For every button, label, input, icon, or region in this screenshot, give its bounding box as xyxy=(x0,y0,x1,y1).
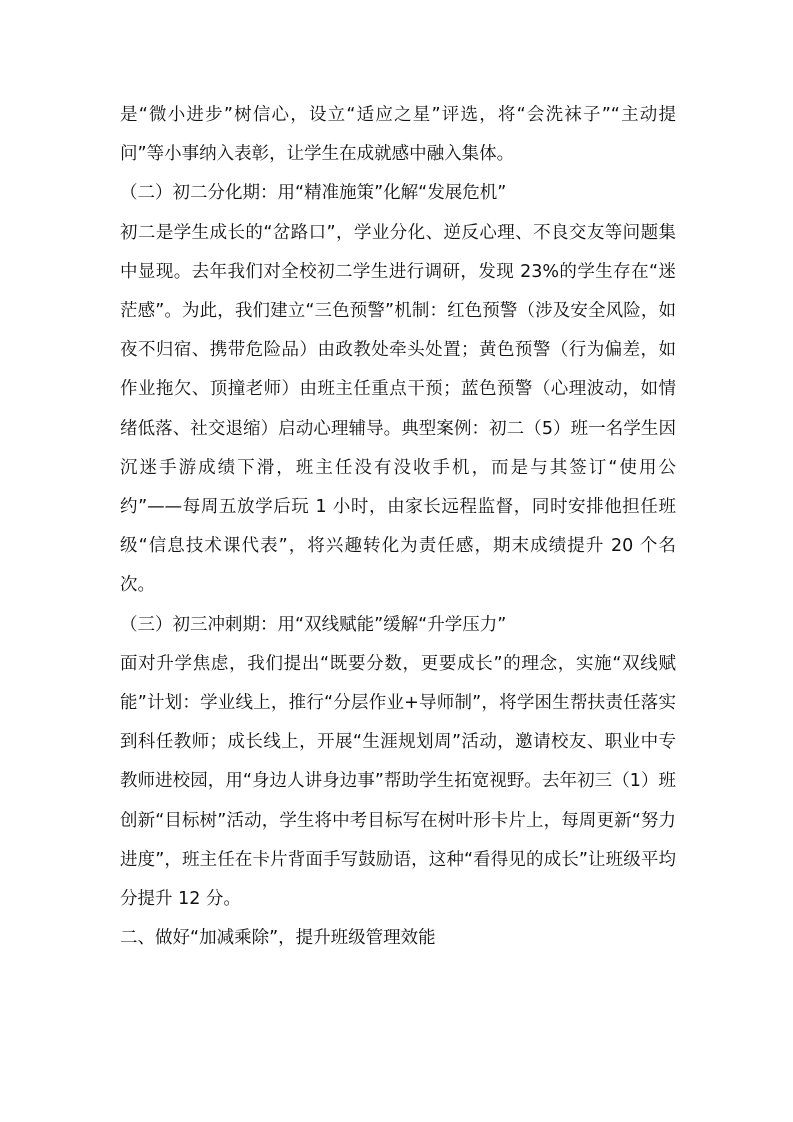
heading-chuer-fenhuaqi: （二）初二分化期：用“精准施策”化解“发展危机” xyxy=(120,183,507,204)
document-body xyxy=(120,96,676,958)
paragraph-shuangxian-funeng: 面对升学焦虑，我们提出“既要分数，更要成长”的理念，实施“双线赋能”计划：学业线上，推行“分层作业+导师制”，将学困生帮扶责任落实到科任教师；成长线上，开展“生涯规划周”活动，邀请校友、职业中专教师进校园，用“身边人讲身边事”帮助学生拓宽视野。去年初三（1）班创新“目标树”活动，学生将中考目标写在树叶形卡片上，每周更新“努力进度”，班主任在卡片背面手写鼓励语，这种“看得见的成长”让班级平均分提升 12 分。 xyxy=(120,653,676,910)
paragraph-chuer-chalukou: 初二是学生成长的“岔路口”，学业分化、逆反心理、不良交友等问题集中显现。去年我们对全校初二学生进行调研，发现 23%的学生存在“迷茫感”。为此，我们建立“三色预警”机制：红色预警（涉及安全风险，如夜不归宿、携带危险品）由政教处牵头处置；黄色预警（行为偏差，如作业拖欠、顶撞老师）由班主任重点干预；蓝色预警（心理波动，如情绪低落、社交退缩）启动心理辅导。典型案例：初二（5）班一名学生因沉迷手游成绩下滑，班主任没有没收手机，而是与其签订“使用公约”——每周五放学后玩 1 小时，由家长远程监督，同时安排他担任班级“信息技术课代表”，将兴趣转化为责任感，期末成绩提升 20 个名次。 xyxy=(120,222,676,596)
heading-chusan-chongciqi: （三）初三冲刺期：用“双线赋能”缓解“升学压力” xyxy=(120,614,507,635)
heading-jiajian-chengchu: 二、做好“加减乘除”，提升班级管理效能 xyxy=(120,928,436,949)
paragraph-weixiao-jinbu: 是“微小进步”树信心，设立“适应之星”评选，将“会洗袜子”“主动提问”等小事纳入表彰，让学生在成就感中融入集体。 xyxy=(120,105,676,165)
